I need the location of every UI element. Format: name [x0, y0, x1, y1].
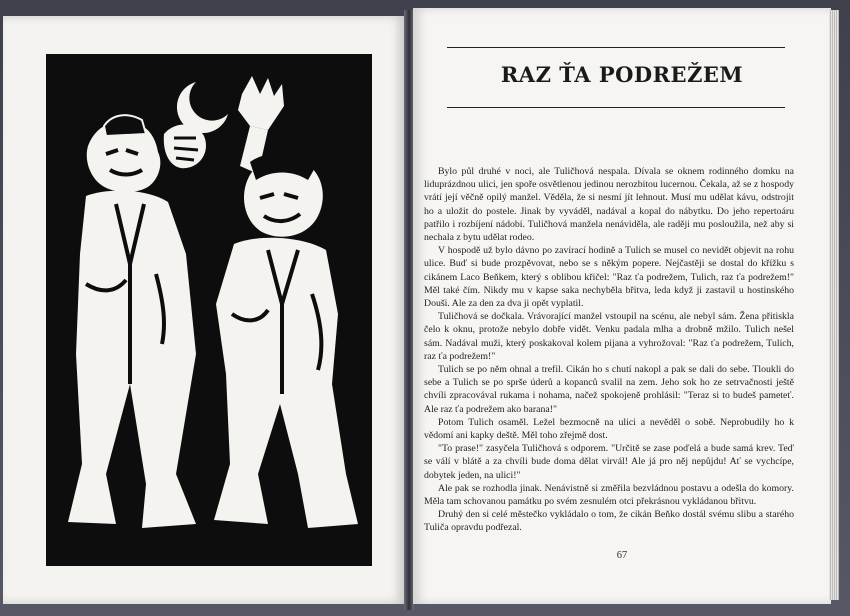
page-edges [829, 10, 839, 600]
chapter-title: RAZ ŤA PODREŽEM [500, 62, 744, 87]
paragraph: Tuličhová se dočkala. Vrávorající manžel vstoupil na scénu, ale nebyl sám. Žena přitiskla čelo k oknu, protože nebylo dobře vidět. Venku padala mlha a drobně mžilo. Tulich nešel sám. Nadával muži, který poskakoval kolem pijana a vyhrožoval: "Raz ťa podrežem, Tulich, raz ťa podrežem!" [424, 311, 794, 362]
page-number: 67 [616, 550, 628, 561]
title-rule-bottom [447, 107, 785, 108]
chapter-text [424, 165, 794, 535]
woodcut-illustration [46, 54, 372, 566]
paragraph: "To prase!" zasyčela Tuličhová s odporem. "Určitě se zase poďelá a bude samá krev. Teď se válí v blátě a za chvíli bude doma dělat virvál! Ale já pro něj nepůjdu! Ať se vychcípe, dobytek jeden, na ulici!" [424, 443, 794, 481]
paragraph: Druhý den si celé městečko vykládalo o tom, že cikán Beňko dostál svému slibu a starého Tuliča opravdu podřezal. [424, 509, 794, 534]
title-rule-top [447, 47, 785, 48]
paragraph: Tulich se po něm ohnal a trefil. Cikán ho s chutí nakopl a pak se dali do sebe. Tloukli do sebe a Tulich se po sprše úderů a kopanců svalil na zem. Jeho sok ho ze setrvačnosti ještě chvíli zpracovával rukama i nohama, načež spokojeně prohlásil: "Teraz si to budeš pameteť. Ale raz ťa podrežem ako barana!" [424, 364, 794, 415]
paragraph: Bylo půl druhé v noci, ale Tuličhová nespala. Dívala se oknem rodinného domku na liduprázdnou ulici, jen spoře osvětlenou jedinou nerozbitou lucernou. Čekala, až se z hospody vrátí její věčně opilý manžel. Věděla, že si nesmí jít lehnout. Musí mu udělat kávu, odstrojit ho a uložit do postele. Jinak by vyváděl, nadával a kopal do nábytku. Do jeho repertoáru patřilo i rozbíjení nádobí. Tuličhová manžela nenáviděla, ale raději mu posloužila, než aby si nechala z bytu udělat rodeo. [424, 166, 794, 244]
paragraph: Ale pak se rozhodla jinak. Nenávistně si změřila bezvládnou postavu a odešla do komory. Měla tam schovanou památku po svém zesnulém otci překrásnou vykládanou břitvu. [424, 482, 794, 508]
paragraph: V hospodě už bylo dávno po zavírací hodině a Tulich se musel co nevidět objevit na rohu ulice. Buď si bude prozpěvovat, nebo se s někým popere. Nejčastěji se dostal do křížku s cikánem Laco Beňkem, který s oblibou křičel: "Raz ťa podrežem, Tulich, raz ťa podrežem!" Měl také čím. Nikdy mu v kapse saka nechyběla břitva, leda když ji zastavil u hostinského Douši. Ale za den za dva ji opět vyplatil. [424, 245, 794, 310]
paragraph: Potom Tulich osaměl. Ležel bezmocně na ulici a nevěděl o sobě. Neprobudily ho k vědomí ani kapky deště. Měl toho zřejmě dost. [424, 416, 794, 442]
